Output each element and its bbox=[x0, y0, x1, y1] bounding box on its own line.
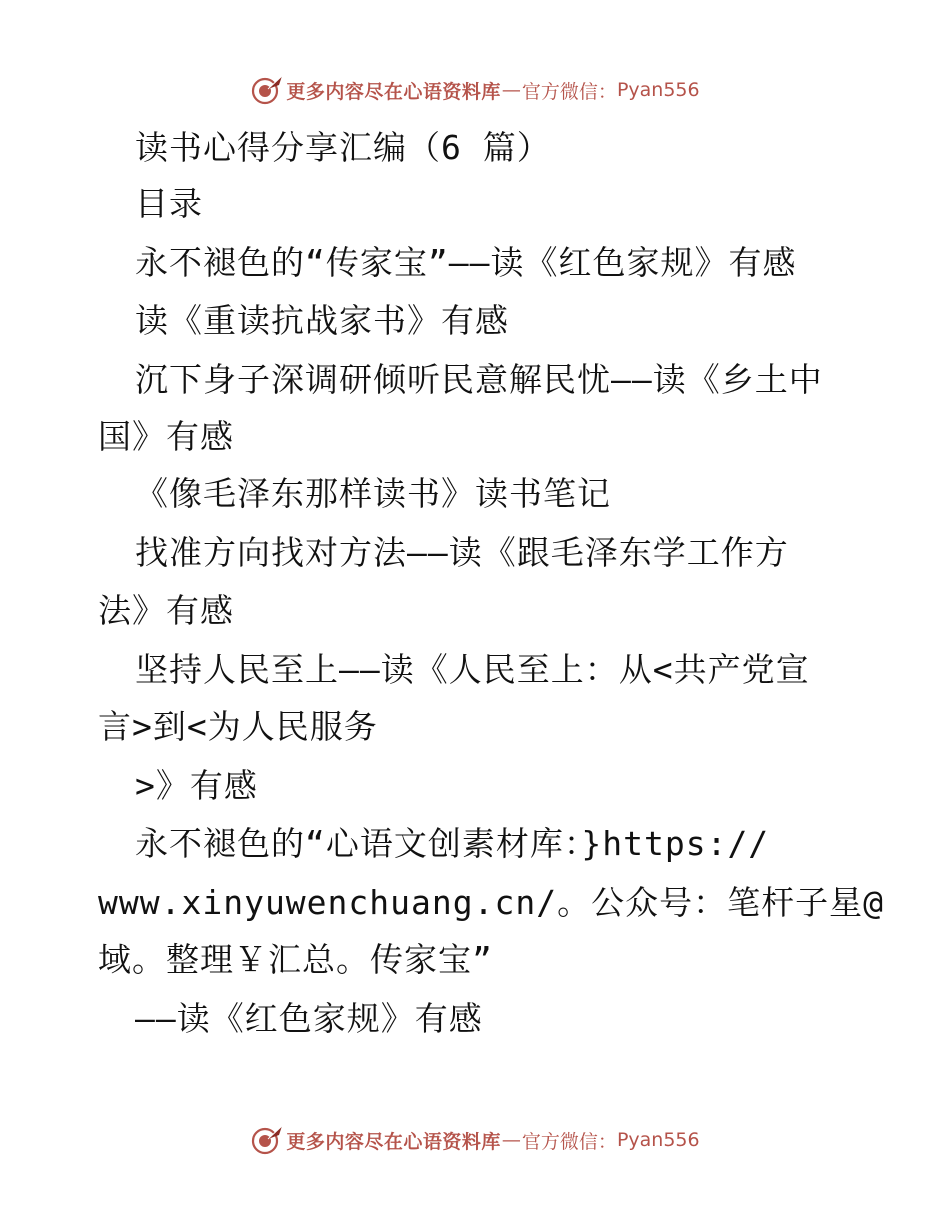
toc-line: 《像毛泽东那样读书》读书笔记 bbox=[135, 474, 611, 513]
banner-wechat-label: 官方微信： bbox=[521, 1130, 617, 1153]
body-line: 域。整理￥汇总。传家宝” bbox=[98, 940, 493, 979]
toc-line: 国》有感 bbox=[98, 417, 234, 456]
banner-dash: — bbox=[501, 1129, 521, 1151]
body-line: www.xinyuwenchuang.cn/。公众号：笔杆子星@ bbox=[98, 883, 884, 922]
toc-line: >》有感 bbox=[135, 766, 258, 805]
body-line: ——读《红色家规》有感 bbox=[135, 999, 483, 1038]
toc-line: 找准方向找对方法——读《跟毛泽东学工作方 bbox=[135, 533, 789, 572]
toc-line: 沉下身子深调研倾听民意解民忧——读《乡土中 bbox=[135, 360, 823, 399]
document-title: 读书心得分享汇编（6 篇） bbox=[135, 128, 551, 167]
header-watermark-banner bbox=[0, 70, 950, 110]
banner-wechat-id: Pyan556 bbox=[616, 1129, 700, 1151]
toc-line: 读《重读抗战家书》有感 bbox=[135, 301, 509, 340]
quill-logo-icon bbox=[250, 1123, 284, 1157]
banner-wechat-label: 官方微信： bbox=[521, 80, 617, 103]
toc-line: 坚持人民至上——读《人民至上：从<共产党宣 bbox=[135, 650, 810, 689]
banner-main-text: 更多内容尽在心语资料库 bbox=[286, 80, 501, 103]
body-line: 永不褪色的“心语文创素材库：}https:// bbox=[135, 824, 770, 863]
toc-line: 永不褪色的“传家宝”——读《红色家规》有感 bbox=[135, 243, 797, 282]
quill-logo-icon bbox=[250, 73, 284, 107]
toc-heading: 目录 bbox=[135, 184, 203, 223]
footer-watermark-banner bbox=[0, 1120, 950, 1160]
banner-dash: — bbox=[501, 79, 521, 101]
toc-line: 言>到<为人民服务 bbox=[98, 707, 378, 746]
toc-line: 法》有感 bbox=[98, 591, 234, 630]
banner-main-text: 更多内容尽在心语资料库 bbox=[286, 1130, 501, 1153]
banner-wechat-id: Pyan556 bbox=[616, 79, 700, 101]
